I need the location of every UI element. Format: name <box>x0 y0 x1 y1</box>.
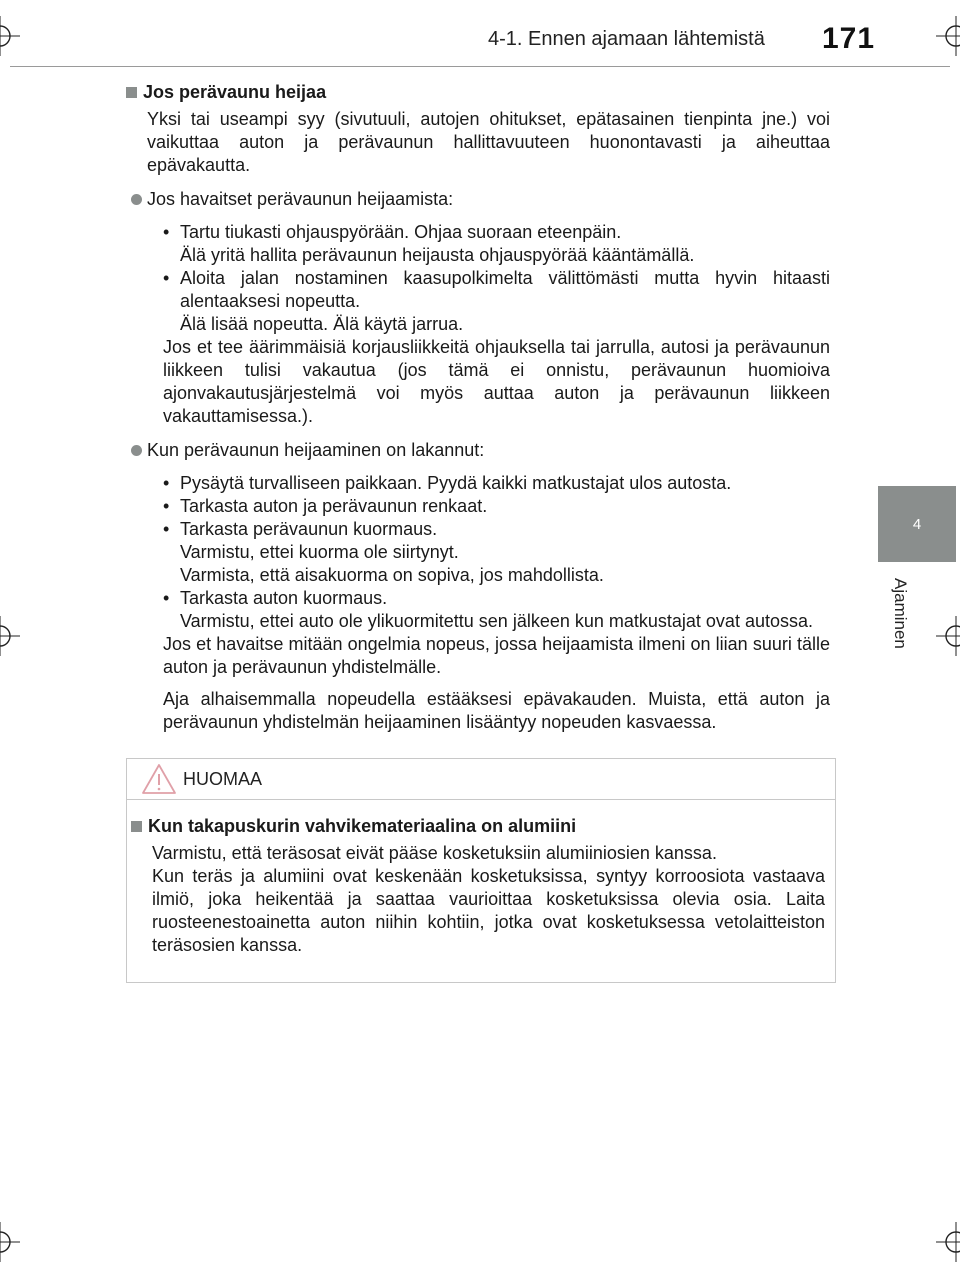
list-item-text: Tarkasta auton kuormaus. <box>180 588 388 608</box>
bullet-heading <box>131 188 830 211</box>
square-bullet-icon <box>131 821 142 832</box>
registration-mark-top-left <box>0 16 20 56</box>
section-heading <box>126 80 830 104</box>
page-number: 171 <box>822 22 876 55</box>
square-bullet-icon <box>126 87 137 98</box>
note-text: Jos et tee äärimmäisiä korjausliikkeitä ohjauksella tai jarrulla, autosi ja perävaunun liikkeen tulisi vakautua (jos tämä ei onnistu, perävaunun huomioiva ajonvakautusjärjestelmä voi myös auttaa auton ja perävaunun liikkeen vakauttamisessa.). <box>163 337 830 426</box>
registration-mark-top-right <box>936 16 960 56</box>
list-item-text: Varmista, että aisakuorma on sopiva, jos mahdollista. <box>180 565 604 585</box>
list-item <box>163 518 830 587</box>
crosshair-icon <box>0 616 20 656</box>
registration-mark-bottom-left <box>0 1222 20 1262</box>
dot-marker: • <box>163 222 170 242</box>
registration-mark-bottom-right <box>936 1222 960 1262</box>
sub-list <box>163 472 830 734</box>
dot-marker: • <box>163 473 170 493</box>
sub-list <box>163 221 830 428</box>
warning-heading-text: Kun takapuskurin vahvikemateriaalina on alumiini <box>148 816 577 836</box>
circle-bullet-icon <box>131 194 142 205</box>
crosshair-icon <box>936 616 960 656</box>
dot-marker: • <box>163 519 170 539</box>
list-item <box>163 495 830 518</box>
bullet-heading-text: Kun perävaunun heijaaminen on lakannut: <box>147 440 485 460</box>
warning-label: HUOMAA <box>183 768 263 789</box>
list-item-text: Pysäytä turvalliseen paikkaan. Pyydä kaikki matkustajat ulos autosta. <box>180 473 732 493</box>
warning-text: Kun teräs ja alumiini ovat keskenään kosketuksissa, syntyy korroosiota vastaava ilmiö, joka heikentää ja saattaa vaurioittaa kosketuksissa olevia osia. Laita ruosteenestoainetta auton niihin kohtiin, jotka ovat kosketuksessa vetolaitteiston teräsosien kanssa. <box>152 866 825 955</box>
bullet-heading-text: Jos havaitset perävaunun heijaamista: <box>147 189 454 209</box>
crosshair-icon <box>936 16 960 56</box>
warning-body <box>127 800 835 957</box>
crosshair-icon <box>0 16 20 56</box>
warning-triangle-icon <box>141 763 177 795</box>
circle-bullet-icon <box>131 445 142 456</box>
list-item-text: Varmistu, ettei kuorma ole siirtynyt. <box>180 542 459 562</box>
list-item-text: Varmistu, ettei auto ole ylikuormitettu sen jälkeen kun matkustajat ovat autossa. <box>180 611 813 631</box>
crosshair-icon <box>936 1222 960 1262</box>
list-item-text: Aloita jalan nostaminen kaasupolkimelta välittömästi mutta hyvin hitaasti alentaaksesi nopeutta. <box>180 268 830 311</box>
registration-mark-mid-left <box>0 616 20 656</box>
registration-mark-mid-right <box>936 616 960 656</box>
list-item <box>163 267 830 336</box>
list-item-text: Tarkasta perävaunun kuormaus. <box>180 519 438 539</box>
warning-heading <box>131 814 825 838</box>
list-item <box>163 472 830 495</box>
dot-marker: • <box>163 268 170 288</box>
main-content <box>126 80 830 734</box>
list-item <box>163 221 830 267</box>
chapter-number: 4 <box>912 515 922 533</box>
chapter-tab <box>878 486 956 562</box>
note-text: Jos et havaitse mitään ongelmia nopeus, jossa heijaamista ilmeni on liian suuri tälle auton ja perävaunun yhdistelmälle. <box>163 634 830 677</box>
warning-header <box>127 759 835 800</box>
dot-marker: • <box>163 496 170 516</box>
warning-line: Varmistu, että teräsosat eivät pääse kosketuksiin alumiiniosien kanssa. <box>152 843 717 863</box>
crosshair-icon <box>0 1222 20 1262</box>
list-item-text: Tartu tiukasti ohjauspyörään. Ohjaa suoraan eteenpäin. <box>180 222 622 242</box>
header-section-title: 4-1. Ennen ajamaan lähtemistä <box>488 28 765 50</box>
section-intro: Yksi tai useampi syy (sivutuuli, autojen ohitukset, epätasainen tienpinta jne.) voi vaikuttaa auton ja perävaunun hallittavuuteen huonontavasti ja aiheuttaa epävakautta. <box>147 109 830 175</box>
list-item-text: Tarkasta auton ja perävaunun renkaat. <box>180 496 488 516</box>
list-item <box>163 587 830 633</box>
bullet-heading <box>131 439 830 462</box>
list-item-text: Älä yritä hallita perävaunun heijausta ohjauspyörää kääntämällä. <box>180 245 695 265</box>
dot-marker: • <box>163 588 170 608</box>
warning-box <box>126 758 836 983</box>
chapter-label: Ajaminen <box>891 578 910 649</box>
list-item-text: Älä lisää nopeutta. Älä käytä jarrua. <box>180 314 464 334</box>
note-text: Aja alhaisemmalla nopeudella estääksesi epävakauden. Muista, että auton ja perävaunun yhdistelmän heijaaminen lisääntyy nopeuden kasvaessa. <box>163 689 830 732</box>
section-heading-text: Jos perävaunu heijaa <box>143 82 327 102</box>
header-rule <box>10 66 950 67</box>
